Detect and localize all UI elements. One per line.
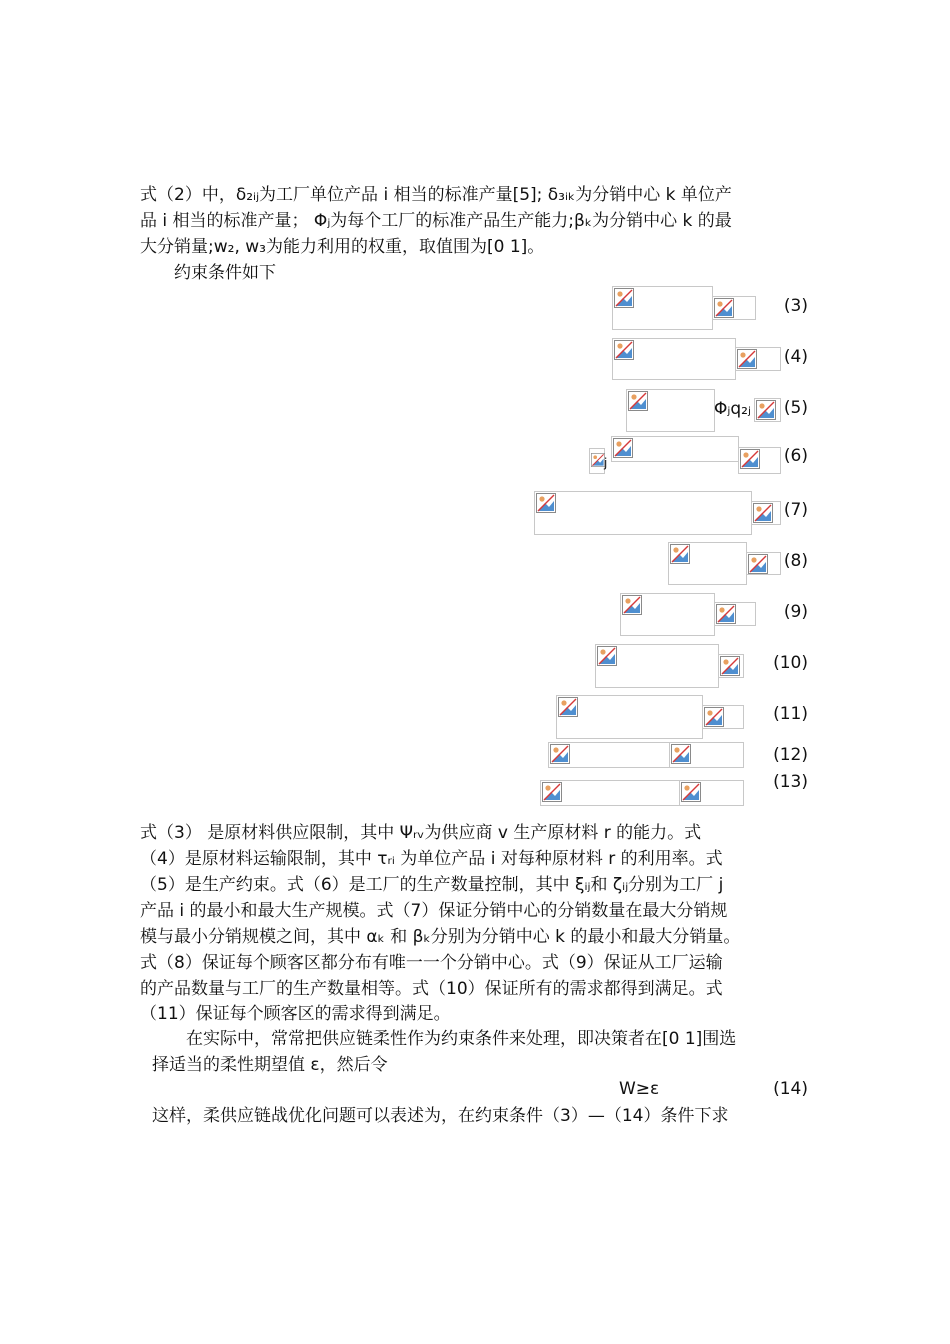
broken-image-icon — [720, 656, 740, 676]
equation-number-12: (12) — [773, 745, 808, 765]
para2-line6: 式（8）保证每个顾客区都分布有唯一一个分销中心。式（9）保证从工厂运输 — [140, 953, 723, 973]
para1-line2: 品 i 相当的标准产量； Φⱼ为每个工厂的标准产品生产能力;βₖ为分销中心 k 的最 — [140, 211, 732, 231]
broken-image-icon — [704, 707, 724, 727]
para1-line1: 式（2）中，δ₂ᵢⱼ为工厂单位产品 i 相当的标准产量[5]; δ₃ᵢₖ为分销中心 k 单位产 — [140, 185, 732, 205]
equation-11-image — [556, 695, 703, 739]
para4-line1: 这样，柔供应链战优化问题可以表述为，在约束条件（3）—（14）条件下求 — [152, 1106, 729, 1126]
equation-6-image-a — [589, 448, 608, 474]
broken-image-icon — [558, 697, 578, 717]
broken-image-icon — [714, 298, 734, 318]
equation-number-9: (9) — [783, 602, 808, 622]
equation-14-formula: W≥ε — [619, 1079, 660, 1099]
equation-5-inline-term: Φⱼq₂ⱼ — [714, 399, 751, 419]
equation-4-image — [612, 338, 736, 380]
equation-number-14: (14) — [773, 1079, 808, 1099]
para2-line2: （4）是原材料运输限制，其中 τᵣᵢ 为单位产品 i 对每种原材料 r 的利用率。式 — [140, 849, 723, 869]
para2-line7: 的产品数量与工厂的生产数量相等。式（10）保证所有的需求都得到满足。式 — [140, 979, 723, 999]
broken-image-icon — [622, 595, 642, 615]
equation-12-image-b — [669, 742, 744, 768]
para3-line1: 在实际中，常常把供应链柔性作为约束条件来处理，即决策者在[0 1]围选 — [186, 1029, 737, 1049]
equation-number-13: (13) — [773, 772, 808, 792]
broken-image-icon — [671, 744, 691, 764]
equation-number-4: (4) — [783, 347, 808, 367]
broken-image-icon — [670, 544, 690, 564]
equation-number-7: (7) — [783, 500, 808, 520]
equation-8-image — [668, 542, 747, 585]
para3-line2: 择适当的柔性期望值 ε，然后令 — [152, 1055, 388, 1075]
para2-line8: （11）保证每个顾客区的需求得到满足。 — [140, 1004, 451, 1024]
broken-image-icon — [597, 646, 617, 666]
equation-13-image — [540, 780, 680, 806]
broken-image-icon — [681, 782, 701, 802]
equation-number-11: (11) — [773, 704, 808, 724]
equation-12-image — [548, 742, 670, 768]
broken-image-icon — [614, 288, 634, 308]
broken-image-icon — [628, 391, 648, 411]
equation-10-image-b — [718, 654, 744, 678]
equation-9-image — [620, 593, 715, 636]
para2-line1: 式（3） 是原材料供应限制，其中 Ψᵣᵥ为供应商 v 生产原材料 r 的能力。式 — [140, 823, 702, 843]
constraints-intro: 约束条件如下 — [174, 263, 276, 283]
broken-image-icon — [716, 604, 736, 624]
equation-number-6: (6) — [783, 446, 808, 466]
broken-image-icon — [591, 450, 605, 470]
para1-line3: 大分销量;w₂, w₃为能力利用的权重，取值围为[0 1]。 — [140, 237, 545, 257]
para2-line3: （5）是生产约束。式（6）是工厂的生产数量控制，其中 ξᵢⱼ和 ζᵢⱼ分别为工厂 j — [140, 875, 724, 895]
broken-image-icon — [536, 493, 556, 513]
equation-13-image-b — [679, 780, 744, 806]
equation-3-image — [612, 286, 713, 330]
para2-line4: 产品 i 的最小和最大生产规模。式（7）保证分销中心的分销数量在最大分销规 — [140, 901, 728, 921]
para2-line5: 模与最小分销规模之间，其中 αₖ 和 βₖ分别为分销中心 k 的最小和最大分销量。 — [140, 927, 741, 947]
equation-number-8: (8) — [783, 551, 808, 571]
equation-11-image-b — [702, 705, 744, 729]
equation-6-inline-term: j — [604, 456, 608, 470]
equation-7-image — [534, 491, 752, 535]
equation-number-5: (5) — [783, 398, 808, 418]
broken-image-icon — [614, 340, 634, 360]
equation-number-3: (3) — [783, 296, 808, 316]
broken-image-icon — [550, 744, 570, 764]
equation-10-image — [595, 644, 719, 688]
broken-image-icon — [542, 782, 562, 802]
broken-image-icon — [613, 438, 633, 458]
equation-5-image — [626, 389, 715, 432]
equation-6-image — [611, 436, 739, 462]
equation-number-10: (10) — [773, 653, 808, 673]
